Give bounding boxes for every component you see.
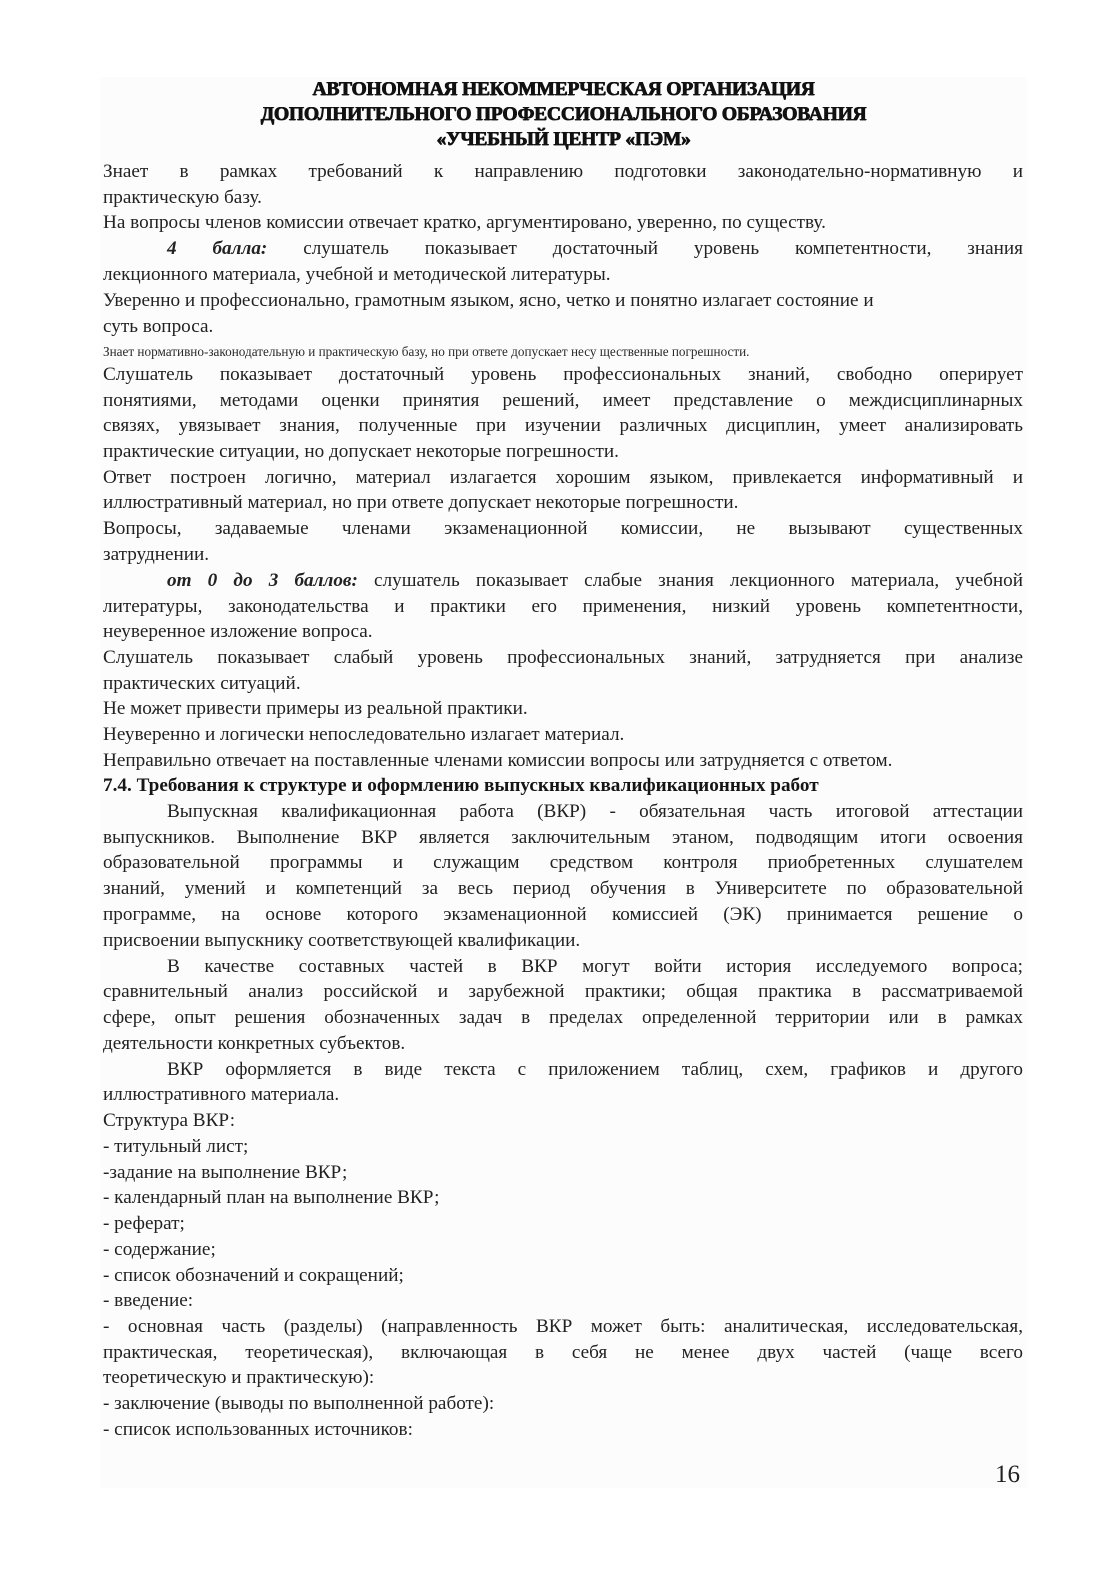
org-header-line-1: АВТОНОМНАЯ НЕКОММЕРЧЕСКАЯ ОРГАНИЗАЦИЯ (312, 79, 815, 100)
org-header-line-2: ДОПОЛНИТЕЛЬНОГО ПРОФЕССИОНАЛЬНОГО ОБРАЗОВАНИЯ (260, 104, 867, 125)
grade-4-label: 4 балла: (167, 238, 268, 259)
grade-0-3-line (103, 569, 1023, 593)
paragraph-line: затруднении. (103, 544, 210, 565)
structure-list-item: - титульный лист; (103, 1136, 249, 1157)
paragraph-line: Знает в рамках требований к направлению подготовки законодательно-нормативную и (103, 161, 1023, 182)
structure-list-item: - реферат; (103, 1213, 185, 1234)
small-print-line: Знает нормативно-законодательную и практическую базу, но при ответе допускает несу щественные погрешности. (103, 344, 750, 359)
paragraph-line: литературы, законодательства и практики его применения, низкий уровень компетентности, (103, 596, 1023, 617)
paragraph-line: иллюстративного материала. (103, 1084, 340, 1105)
paragraph-line: иллюстративный материал, но при ответе допускает некоторые погрешности. (103, 492, 739, 513)
section-heading: 7.4. Требования к структуре и оформлению выпускных квалификационных работ (103, 775, 819, 796)
paragraph-line: сравнительный анализ российской и зарубежной практики; общая практика в рассматриваемой (103, 981, 1023, 1002)
structure-list-item: - содержание; (103, 1239, 216, 1260)
paragraph-line: Ответ построен логично, материал излагается хорошим языком, привлекается информативный и (103, 467, 1023, 488)
grade-4-text: слушатель показывает достаточный уровень компетентности, знания (303, 238, 1023, 259)
paragraph-line: связях, увязывает знания, полученные при изучении различных дисциплин, умеет анализировать (103, 415, 1023, 436)
paragraph-line: В качестве составных частей в ВКР могут войти история исследуемого вопроса; (167, 956, 1023, 977)
paragraph-line: суть вопроса. (103, 316, 214, 337)
paragraph-line: Уверенно и профессионально, грамотным языком, ясно, четко и понятно излагает состояние и (103, 290, 874, 311)
paragraph-line: сфере, опыт решения обозначенных задач в пределах определенной территории или в рамках (103, 1007, 1023, 1028)
paragraph-line: деятельности конкретных субъектов. (103, 1033, 406, 1054)
paragraph-line: Неуверенно и логически непоследовательно излагает материал. (103, 724, 625, 745)
paragraph-line: На вопросы членов комиссии отвечает кратко, аргументировано, уверенно, по существу. (103, 212, 826, 233)
paragraph-line: ВКР оформляется в виде текста с приложением таблиц, схем, графиков и другого (167, 1059, 1023, 1080)
paragraph-line: практическую базу. (103, 187, 262, 208)
paragraph-line: теоретическую и практическую): (103, 1367, 375, 1388)
structure-list-item: -задание на выполнение ВКР; (103, 1162, 348, 1183)
paragraph-line: Не может привести примеры из реальной практики. (103, 698, 528, 719)
paragraph-line: практические ситуации, но допускает некоторые погрешности. (103, 441, 619, 462)
paragraph-line: практическая, теоретическая), включающая в себя не менее двух частей (чаще всего (103, 1342, 1023, 1363)
paragraph-line: программе, на основе которого экзаменационной комиссией (ЭК) принимается решение о (103, 904, 1023, 925)
structure-list-item: - основная часть (разделы) (направленность ВКР может быть: аналитическая, исследовательская, (103, 1316, 1023, 1337)
paragraph-line: понятиями, методами оценки принятия решений, имеет представление о междисциплинарных (103, 390, 1023, 411)
paragraph-line: Слушатель показывает слабый уровень профессиональных знаний, затрудняется при анализе (103, 647, 1023, 668)
structure-list-item: - календарный план на выполнение ВКР; (103, 1187, 440, 1208)
structure-list-item: - список использованных источников: (103, 1419, 413, 1440)
structure-list-item: - введение: (103, 1290, 194, 1311)
page-number: 16 (995, 1461, 1020, 1488)
structure-label: Структура ВКР: (103, 1110, 236, 1131)
org-header-line-3: «УЧЕБНЫЙ ЦЕНТР «ПЭМ» (436, 129, 691, 150)
paragraph-line: выпускников. Выполнение ВКР является заключительным этаном, подводящим итоги освоения (103, 827, 1023, 848)
paragraph-line: Выпускная квалификационная работа (ВКР) - обязательная часть итоговой аттестации (167, 801, 1023, 822)
grade-0-3-text: слушатель показывает слабые знания лекционного материала, учебной (374, 570, 1023, 591)
paragraph-line: знаний, умений и компетенций за весь период обучения в Университете по образовательной (103, 878, 1023, 899)
structure-list-item: - список обозначений и сокращений; (103, 1265, 404, 1286)
paragraph-line: неуверенное изложение вопроса. (103, 621, 373, 642)
paragraph-line: присвоении выпускнику соответствующей квалификации. (103, 930, 581, 951)
grade-0-3-label: от 0 до 3 баллов: (167, 570, 358, 591)
paragraph-line: Слушатель показывает достаточный уровень профессиональных знаний, свободно оперирует (103, 364, 1023, 385)
grade-4-line (103, 237, 1023, 261)
structure-list-item: - заключение (выводы по выполненной работе): (103, 1393, 495, 1414)
paragraph-line: Неправильно отвечает на поставленные членами комиссии вопросы или затрудняется с ответом. (103, 750, 893, 771)
paragraph-line: лекционного материала, учебной и методической литературы. (103, 264, 611, 285)
paragraph-line: практических ситуаций. (103, 673, 301, 694)
paragraph-line: Вопросы, задаваемые членами экзаменационной комиссии, не вызывают существенных (103, 518, 1023, 539)
paragraph-line: образовательной программы и служащим средством контроля приобретенных слушателем (103, 852, 1023, 873)
